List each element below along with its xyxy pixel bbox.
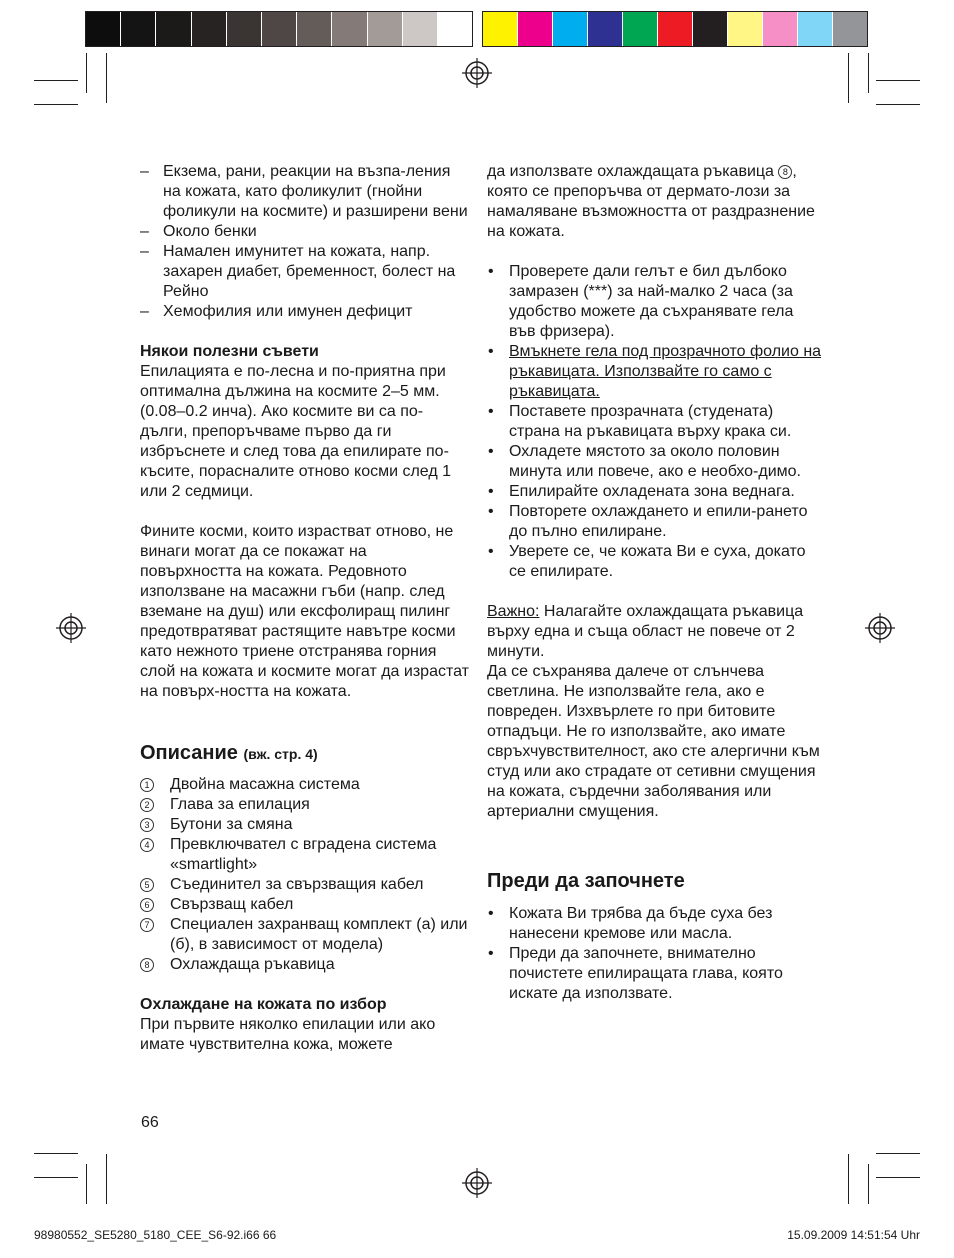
crop-mark (876, 104, 920, 105)
tips-paragraph: Епилацията е по-лесна и по-приятна при оптимална дължина на космите 2–5 мм. (0.08–0.2 инча). Ако космите ви са по-дълги, препоръчваме първо да ги избръснете и след това да епилирате по-късите, порасналите отново косми след 1 или 2 седмици. (140, 363, 452, 500)
before-heading: Преди да започнете (487, 870, 685, 892)
list-item (140, 955, 470, 975)
list-item (140, 895, 470, 915)
list-item: • Епилирайте охладената зона веднага. (487, 482, 822, 502)
list-item: • Проверете дали гелът е бил дълбоко замразен (***) за най-малко 2 часа (за удобство можете да съхранявате гела във фризера). (487, 262, 822, 342)
crop-mark (34, 104, 78, 105)
color-swatch (763, 12, 798, 46)
cooling-paragraph: При първите няколко епилации или ако имате чувствителна кожа, можете (140, 1016, 436, 1053)
gray-swatch (403, 12, 438, 46)
color-swatch (588, 12, 623, 46)
description-heading (140, 740, 470, 767)
gray-swatch (262, 12, 297, 46)
list-item: – Около бенки (140, 222, 470, 242)
item-number: 8 (778, 165, 792, 179)
item-number: 2 (140, 798, 154, 812)
grayscale-calibration-bar (85, 11, 473, 47)
color-swatch (623, 12, 658, 46)
list-item (140, 875, 470, 895)
cooling-continued-text-2: , която се препоръчва от дермато-лози за намаляване възможността от раздразнение на кожата. (487, 163, 815, 240)
color-calibration-bar (482, 11, 868, 47)
item-number: 6 (140, 898, 154, 912)
list-item: • Уверете се, че кожата Ви е суха, докато се епилирате. (487, 542, 822, 582)
registration-mark-icon (864, 612, 896, 644)
page-number: 66 (141, 1114, 159, 1131)
part-label: Съединител за свързващия кабел (170, 876, 424, 893)
part-label: Бутони за смяна (170, 816, 293, 833)
gray-swatch (297, 12, 332, 46)
list-item: • Вмъкнете гела под прозрачното фолио на ръкавицата. Използвайте го само с ръкавицата. (487, 342, 822, 402)
cooling-steps-list (487, 262, 822, 582)
item-number: 3 (140, 818, 154, 832)
list-item: • Охладете мястото за около половин минута или повече, ако е необхо-димо. (487, 442, 822, 482)
part-label: Охлаждаща ръкавица (170, 956, 335, 973)
part-label: Двойна масажна система (170, 776, 360, 793)
list-item: – Хемофилия или имунен дефицит (140, 302, 470, 322)
storage-paragraph: Да се съхранява далече от слънчева светлина. Не използвайте гела, ако е повреден. Изхвърлете го при битовите отпадъци. Не го използвайте, ако имате свръхчувствителност, ако сте алергични към студ или ако страдате от сетивни смущения на кожата, сърдечни заболявания или артериални смущения. (487, 663, 820, 820)
crop-mark (106, 53, 107, 103)
registration-mark-icon (55, 612, 87, 644)
color-swatch (728, 12, 763, 46)
item-number: 1 (140, 778, 154, 792)
crop-mark (106, 1154, 107, 1204)
gray-swatch (332, 12, 367, 46)
gray-swatch (368, 12, 403, 46)
crop-mark (848, 53, 849, 103)
list-item: • Кожата Ви трябва да бъде суха без нанесени кремове или масла. (487, 904, 822, 944)
crop-mark (34, 1153, 78, 1154)
left-column (140, 162, 470, 1055)
list-item: • Повторете охлаждането и епили-рането до пълно епилиране. (487, 502, 822, 542)
gray-swatch (86, 12, 121, 46)
important-note (487, 602, 822, 662)
before-list (487, 904, 822, 1004)
list-item: • Поставете прозрачната (студената) страна на ръкавицата върху крака си. (487, 402, 822, 442)
crop-mark (868, 53, 869, 93)
description-title: Описание (140, 742, 238, 764)
important-label: Важно: (487, 603, 540, 620)
crop-mark (876, 1177, 920, 1178)
list-item: • Преди да започнете, внимателно почистете епилиращата глава, която искате да използвате. (487, 944, 822, 1004)
cooling-continued-paragraph (487, 162, 822, 242)
fine-hairs-paragraph: Фините косми, които израстват отново, не винаги могат да се покажат на повърхността на кожата. Редовното използване на масажни гъби (напр. след вземане на душ) или ексфолиращ пилинг предотвратяват растящите навътре косми като нежното триене отстранява горния слой на кожата и космите могат да израстат на повърх-ността на кожата. (140, 523, 469, 700)
part-label: Свързващ кабел (170, 896, 294, 913)
crop-mark (876, 80, 920, 81)
crop-mark (34, 80, 78, 81)
cooling-continued-text-1: да използвате охлаждащата ръкавица (487, 163, 774, 180)
color-swatch (798, 12, 833, 46)
crop-mark (868, 1164, 869, 1204)
footer-file-info: 98980552_SE5280_5180_CEE_S6-92.i66 66 (34, 1228, 277, 1242)
part-label: Специален захранващ комплект (а) или (б), в зависимост от модела) (170, 916, 468, 953)
color-swatch (833, 12, 867, 46)
color-swatch (693, 12, 728, 46)
gray-swatch (192, 12, 227, 46)
crop-mark (86, 1164, 87, 1204)
right-column (487, 162, 822, 1004)
item-number: 7 (140, 918, 154, 932)
list-item (140, 915, 470, 955)
part-label: Превключвател с вградена система «smartlight» (170, 836, 437, 873)
list-item (140, 775, 470, 795)
important-text: Налагайте охлаждащата ръкавица върху една и съща област не повече от 2 минути. (487, 603, 804, 660)
item-number: 5 (140, 878, 154, 892)
crop-mark (876, 1153, 920, 1154)
gray-swatch (227, 12, 262, 46)
registration-mark-icon (461, 57, 493, 89)
part-label: Глава за епилация (170, 796, 310, 813)
description-page-ref: (вж. стр. 4) (243, 746, 318, 762)
list-item (140, 795, 470, 815)
color-swatch (553, 12, 588, 46)
crop-mark (86, 53, 87, 93)
crop-mark (848, 1154, 849, 1204)
item-number: 4 (140, 838, 154, 852)
crop-mark (34, 1177, 78, 1178)
color-swatch (483, 12, 518, 46)
list-item: – Намален имунитет на кожата, напр. захарен диабет, бременност, болест на Рейно (140, 242, 470, 302)
gray-swatch (156, 12, 191, 46)
parts-list (140, 775, 470, 975)
gray-swatch (438, 12, 472, 46)
gray-swatch (121, 12, 156, 46)
contraindications-list (140, 162, 470, 322)
list-item: – Екзема, рани, реакции на възпа-ления на кожата, като фоликулит (гнойни фоликули на космите) и разширени вени (140, 162, 470, 222)
color-swatch (518, 12, 553, 46)
color-swatch (658, 12, 693, 46)
cooling-heading: Охлаждане на кожата по избор (140, 996, 387, 1013)
tips-heading: Някои полезни съвети (140, 343, 319, 360)
footer-timestamp: 15.09.2009 14:51:54 Uhr (787, 1228, 920, 1242)
registration-mark-icon (461, 1167, 493, 1199)
list-item (140, 815, 470, 835)
list-item (140, 835, 470, 875)
item-number: 8 (140, 958, 154, 972)
